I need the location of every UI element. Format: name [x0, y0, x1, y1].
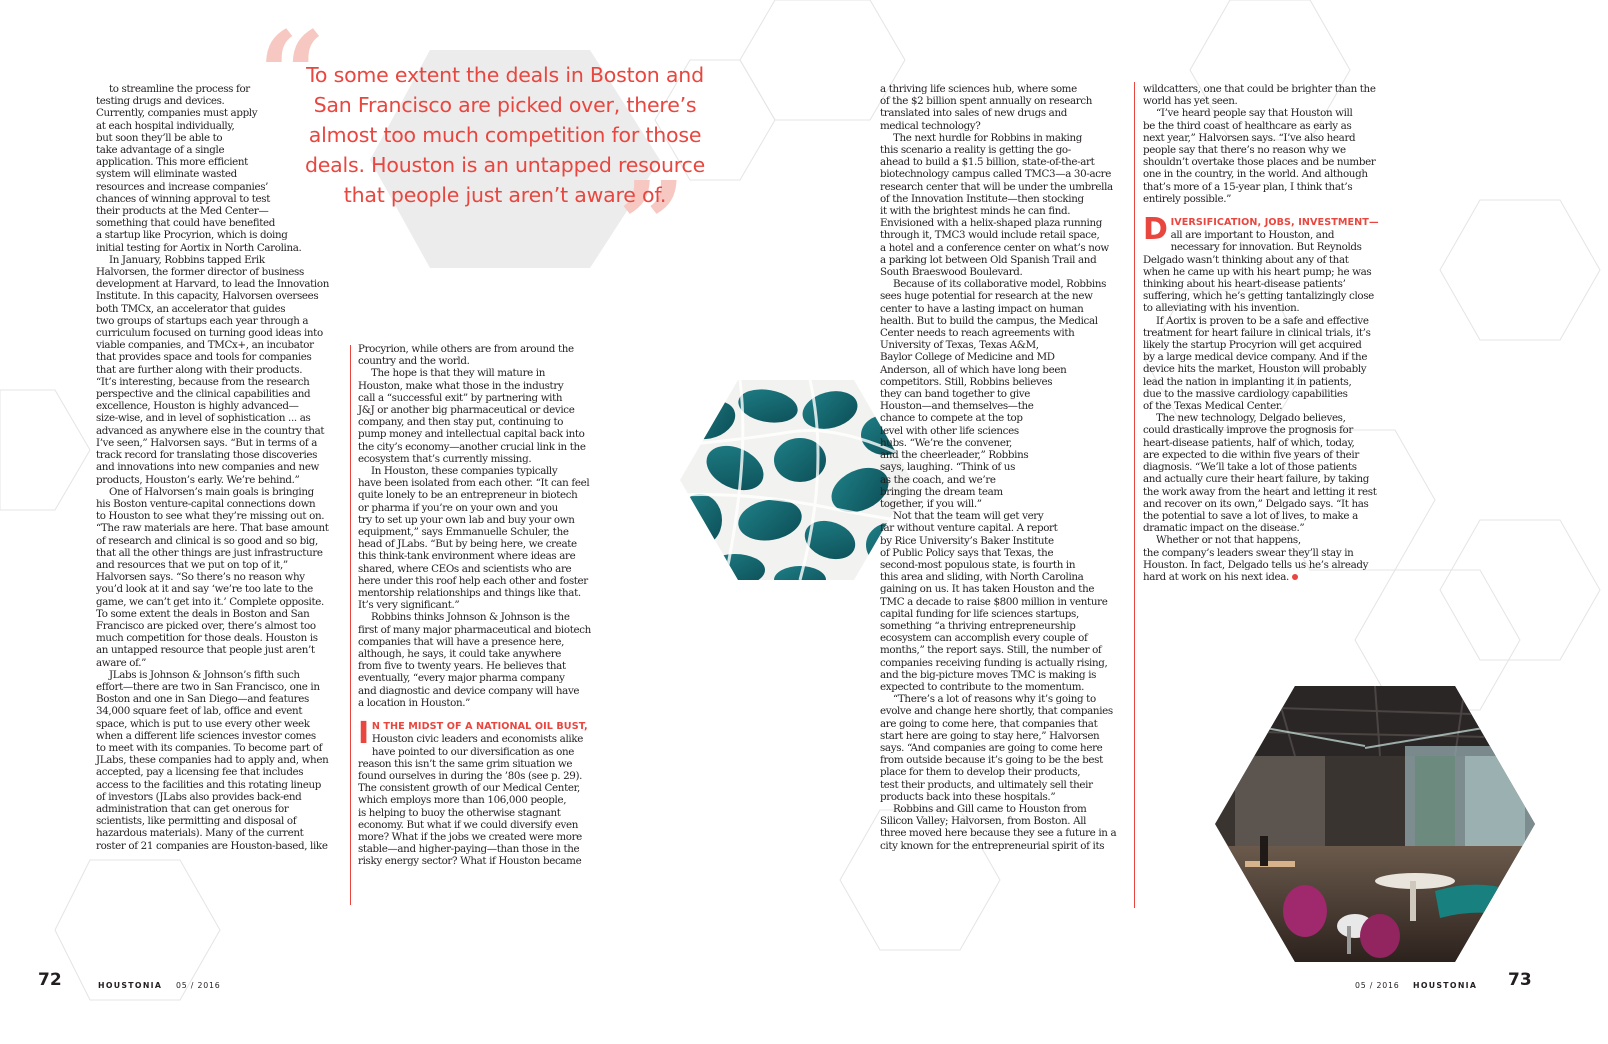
open-quote-mark: “ — [258, 5, 326, 144]
paragraph: The hope is that they will mature in Houston, make what those in the industry call a “successful exit” by partnering with J&J or another big pharmaceutical or device company, and then stay put, continuing to pump money and intellectual capital back into the city’s economy—another crucial link in the ecosystem that’s currently missing. — [358, 367, 586, 465]
paragraph: Procyrion, while others are from around the country and the world. — [358, 343, 574, 368]
paragraph: If Aortix is proven to be a safe and effective treatment for heart failure in clinical trials, it’s likely the startup Procyrion will get acquired by a large medical device company. And if the device hits the market, Houston will probably lead the nation in implanting it in patients, due to the massive cardiology capabilities of the Texas Medical Center. — [1143, 314, 1371, 413]
paragraph: Because of its collaborative model, Robbins sees huge potential for research at the new center to have a lasting impact on human health. But to build the campus, the Medical Center needs to reach agreements with University of Texas, Texas A&M, Baylor College of Medicine and MD Anderson, all of which have long been competitors. Still, Robbins believes they can band together to give Houston—and themselves—the chance to compete at the top level with other life sciences hubs. “We’re the convener, and the cheerleader,” Robbins says, laughing. “Think of us as the coach, and we’re bringing the dream team together, if you will.” — [880, 278, 1107, 510]
column-rule — [350, 345, 351, 905]
article-column-1 — [96, 83, 350, 852]
drop-cap: I — [358, 716, 369, 752]
right-page-number: 73 — [1508, 970, 1532, 990]
paragraph — [1143, 534, 1405, 583]
drop-cap: D — [1143, 212, 1168, 248]
lattice-hexagon-image — [680, 380, 912, 580]
paragraph: The new technology, Delgado believes, could drastically improve the prognosis for heart-disease patients, half of which, today, are expected to die within five years of their diagnosis. “We’ll take a lot of those patients and actually cure their heart failure, by taking the work away from the heart and letting it rest and recover on its own,” Delgado says. “It has the potential to save a lot of lives, to make a dramatic impact on the disease.” — [1143, 412, 1377, 535]
paragraph: “I’ve heard people say that Houston will be the third coast of healthcare as early as next year,” Halvorsen says. “I’ve also heard people say that there’s no reason why we shouldn’t overtake those places and be number one in the country, in the world. And although that’s more of a 15-year plan, I think that’s entirely possible.” — [1143, 107, 1376, 205]
section-diversification — [1143, 212, 1405, 315]
paragraph: all are important to Houston, and necessary for innovation. But Reynolds Delgado wasn’t thinking about any of that when he came up with his heart pump; he was thinking about his heart-disease patients’ suffering, which he’s getting tantalizingly close to alleviating with his invention. — [1143, 229, 1374, 315]
article-column-3 — [880, 83, 1132, 852]
paragraph: to streamline the process for testing drugs and devices. Currently, companies must apply at each hospital individually, but soon they’ll be able to take advantage of a single application. This more efficient system will eliminate wasted resources and increase companies’ chances of winning approval to test their products at the Med Center— something that could have benefited a startup like Procyrion, which is doing initial testing for Aortix in North Carolina. — [96, 83, 302, 254]
paragraph: JLabs is Johnson & Johnson’s fifth such effort—there are two in San Francisco, one in Boston and one in San Diego—and features 34,000 square feet of lab, office and event space, which is put to use every other week when a different life sciences investor comes to meet with its companies. To become part of JLabs, these companies had to apply and, when accepted, pay a licensing fee that includes access to the facilities and this rotating lineup of investors (JLabs also provides back-end administration that can get onerous for scientists, like permitting and disposal of hazardous materials). Many of the current roster of 21 companies are Houston-based, like — [96, 668, 329, 852]
paragraph: Houston civic leaders and economists alike have pointed to our diversification as one reason this isn’t the same grim situation we found ourselves in during the ’80s (see p. 29). The consistent growth of our Medical Center, which employs more than 106,000 people, is helping to buoy the otherwise stagnant economy. But what if we could diversify even more? What if the jobs we created were more stable—and higher-paying—than those in the risky energy sector? What if Houston became — [358, 733, 583, 868]
section-lead: IVERSIFICATION, JOBS, INVESTMENT— — [1170, 217, 1379, 229]
paragraph: a thriving life sciences hub, where some of the $2 billion spent annually on research translated into sales of new drugs and medical technology? — [880, 83, 1093, 132]
article-column-4 — [1143, 83, 1405, 583]
paragraph: Not that the team will get very far without venture capital. A report by Rice University’s Baker Institute of Public Policy says that Texas, the second-most populous state, is fourth in this area and sliding, with North Carolina gaining on us. It has taken Houston and the TMC a decade to raise $800 million in venture capital funding for life sciences startups, something “a thriving entrepreneurship ecosystem can accomplish every couple of months,” the report says. Still, the number of companies receiving funding is actually rising, and the big-picture moves TMC is making is expected to contribute to the momentum. — [880, 510, 1108, 693]
paragraph: wildcatters, one that could be brighter than the world has yet seen. — [1143, 83, 1376, 108]
final-paragraph-text: Whether or not that happens, the company’s leaders swear they’ll stay in Houston. In fact, Delgado tells us he’s already hard at work on his next idea. — [1143, 534, 1369, 583]
right-magazine-name: HOUSTONIA — [1413, 981, 1478, 990]
section-oil-bust — [358, 716, 620, 868]
lounge-hexagon-image — [1215, 686, 1535, 962]
left-issue-date: 05 / 2016 — [176, 981, 221, 990]
end-mark-icon — [1292, 574, 1298, 580]
paragraph: Robbins and Gill came to Houston from Silicon Valley; Halvorsen, from Boston. All three moved here because they see a future in a city known for the entrepreneurial spirit of its — [880, 802, 1117, 852]
close-quote-mark: ” — [618, 155, 686, 294]
article-column-2 — [358, 343, 620, 868]
left-page-number: 72 — [38, 970, 62, 990]
column-rule — [1134, 82, 1135, 908]
paragraph: In January, Robbins tapped Erik Halvorsen, the former director of business development at Harvard, to lead the Innovation Institute. In this capacity, Halvorsen oversees both TMCx, an accelerator that guides two groups of startups each year through a curriculum focused on turning good ideas into viable companies, and TMCx+, an incubator that provides space and tools for companies that are further along with their products. “It’s interesting, because from the research perspective and the clinical capabilities and excellence, Houston is highly advanced— size-wise, and in level of sophistication ... as advanced as anywhere else in the country that I’ve seen,” Halvorsen says. “But in terms of a track record for translating those discoveries and innovations into new companies and new products, Houston’s early. We’re behind.” — [96, 253, 329, 486]
pull-quote: To some extent the deals in Boston and San Francisco are picked over, there’s almost too much competition for those deals. Houston is an untapped resource that people just aren’t aware of. — [304, 63, 706, 207]
paragraph: “There’s a lot of reasons why it’s going to evolve and change here shortly, that companies are going to come here, that companies that start here are going to stay here,” Halvorsen says. “And companies are going to come here from outside because it’s going to be the best place for them to develop their products, test their products, and ultimately sell their products back into these hospitals.” — [880, 693, 1113, 803]
paragraph: One of Halvorsen’s main goals is bringing his Boston venture-capital connections down to Houston to see what they’re missing out on. “The raw materials are here. That base amount of research and clinical is so good and so big, that all the other things are just infrastructure and resources that we put on top of it,” Halvorsen says. “So there’s no reason why you’d look at it and say ‘we’re too late to the game, we can’t get into it.’ Complete opposite. To some extent the deals in Boston and San Francisco are picked over, there’s almost too much competition for those deals. Houston is an untapped resource that people just aren’t aware of.” — [96, 485, 329, 669]
left-magazine-name: HOUSTONIA — [98, 981, 163, 990]
section-lead: N THE MIDST OF A NATIONAL OIL BUST, — [371, 721, 588, 733]
right-issue-date: 05 / 2016 — [1355, 981, 1400, 990]
paragraph: The next hurdle for Robbins in making this scenario a reality is getting the go- ahead to build a $1.5 billion, state-of-the-art biotechnology campus called TMC3—a 30-acre research center that will be under the umbrella of the Innovation Institute—then stocking it with the brightest minds he can find. Envisioned with a helix-shaped plaza running through it, TMC3 would include retail space, a hotel and a conference center on what’s now a parking lot between Old Spanish Trail and South Braeswood Boulevard. — [880, 131, 1113, 279]
paragraph: In Houston, these companies typically have been isolated from each other. “It can feel quite lonely to be an entrepreneur in biotech or pharma if you’re on your own and you try to set up your own lab and buy your own equipment,” says Emmanuelle Schuler, the head of JLabs. “But by being here, we create this think-tank environment where ideas are shared, where CEOs and scientists who are here under this roof help each other and foster mentorship relationships and things like that. It’s very significant.” — [358, 465, 590, 612]
paragraph: Robbins thinks Johnson & Johnson is the first of many major pharmaceutical and biotech companies that will have a presence here, although, he says, it could take anywhere from five to twenty years. He believes that eventually, “every major pharma company and diagnostic and device company will have a location in Houston.” — [358, 611, 591, 709]
